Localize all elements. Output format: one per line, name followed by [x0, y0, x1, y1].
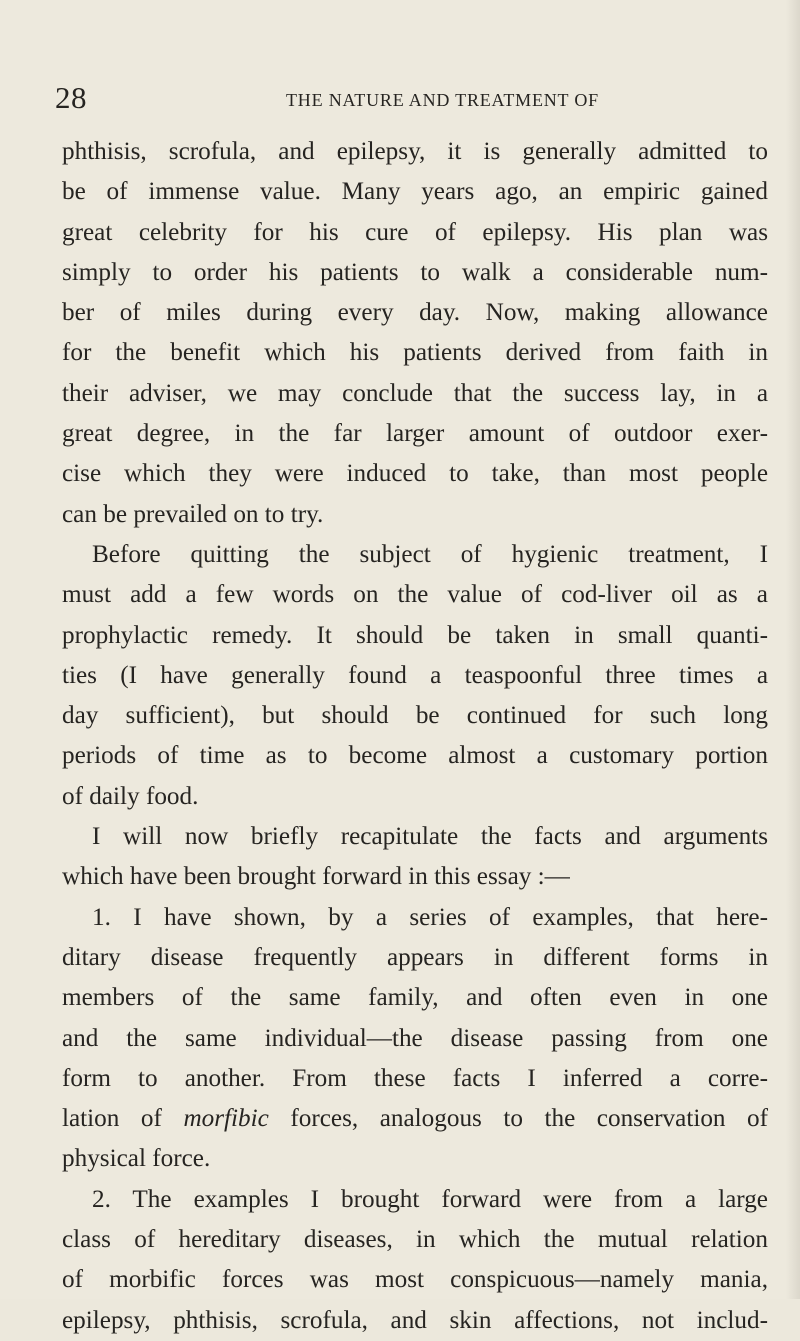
text-line: Before quitting the subject of hygienic treatment, I: [92, 540, 768, 568]
text-fragment: forces, analogous to the conservation of: [290, 1105, 769, 1133]
text-line: form to another. From these facts I inferred a corre-: [62, 1064, 768, 1092]
text-line: great celebrity for his cure of epilepsy. His plan was: [62, 218, 768, 246]
text-line: of morbific forces was most conspicuous—namely mania,: [62, 1266, 768, 1294]
text-line: physical force.: [62, 1145, 211, 1173]
text-line: 2. The examples I brought forward were from a large: [92, 1185, 768, 1213]
text-line: their adviser, we may conclude that the success lay, in a: [62, 379, 768, 407]
page-header: [0, 78, 800, 118]
text-fragment: lation of: [62, 1105, 162, 1133]
page-number: 28: [55, 80, 87, 115]
text-line: members of the same family, and often even in one: [62, 984, 768, 1012]
text-line: 1. I have shown, by a series of examples, that here-: [92, 903, 768, 931]
text-line: can be prevailed on to try.: [62, 500, 324, 528]
text-line: periods of time as to become almost a customary portion: [62, 742, 768, 770]
text-line: simply to order his patients to walk a considerable num-: [62, 258, 768, 286]
text-line: must add a few words on the value of cod-liver oil as a: [62, 581, 768, 609]
text-line: which have been brought forward in this essay :—: [62, 863, 570, 891]
text-line: and the same individual—the disease passing from one: [62, 1024, 768, 1052]
text-line: [62, 1099, 768, 1139]
text-line: of daily food.: [62, 782, 199, 810]
text-line: I will now briefly recapitulate the facts and arguments: [92, 823, 768, 851]
text-line: be of immense value. Many years ago, an empiric gained: [62, 178, 768, 206]
text-line: phthisis, scrofula, and epilepsy, it is generally admitted to: [62, 138, 768, 165]
text-line: for the benefit which his patients derived from faith in: [62, 339, 768, 367]
page-edge-shadow: [786, 0, 800, 1299]
running-head: THE NATURE AND TREATMENT OF: [286, 90, 599, 110]
text-line: ditary disease frequently appears in different forms in: [62, 943, 768, 971]
text-line: great degree, in the far larger amount of outdoor exer-: [62, 420, 768, 448]
text-line: ber of miles during every day. Now, making allowance: [62, 299, 768, 327]
text-line: cise which they were induced to take, than most people: [62, 460, 768, 488]
body-text: [62, 132, 768, 1341]
text-line: prophylactic remedy. It should be taken in small quanti-: [62, 621, 768, 649]
text-line: class of hereditary diseases, in which the mutual relation: [62, 1226, 768, 1254]
italic-word: morfibic: [183, 1105, 269, 1133]
text-line: epilepsy, phthisis, scrofula, and skin affections, not includ-: [62, 1306, 768, 1334]
text-line: day sufficient), but should be continued for such long: [62, 702, 768, 730]
text-line: ties (I have generally found a teaspoonful three times a: [62, 661, 768, 689]
